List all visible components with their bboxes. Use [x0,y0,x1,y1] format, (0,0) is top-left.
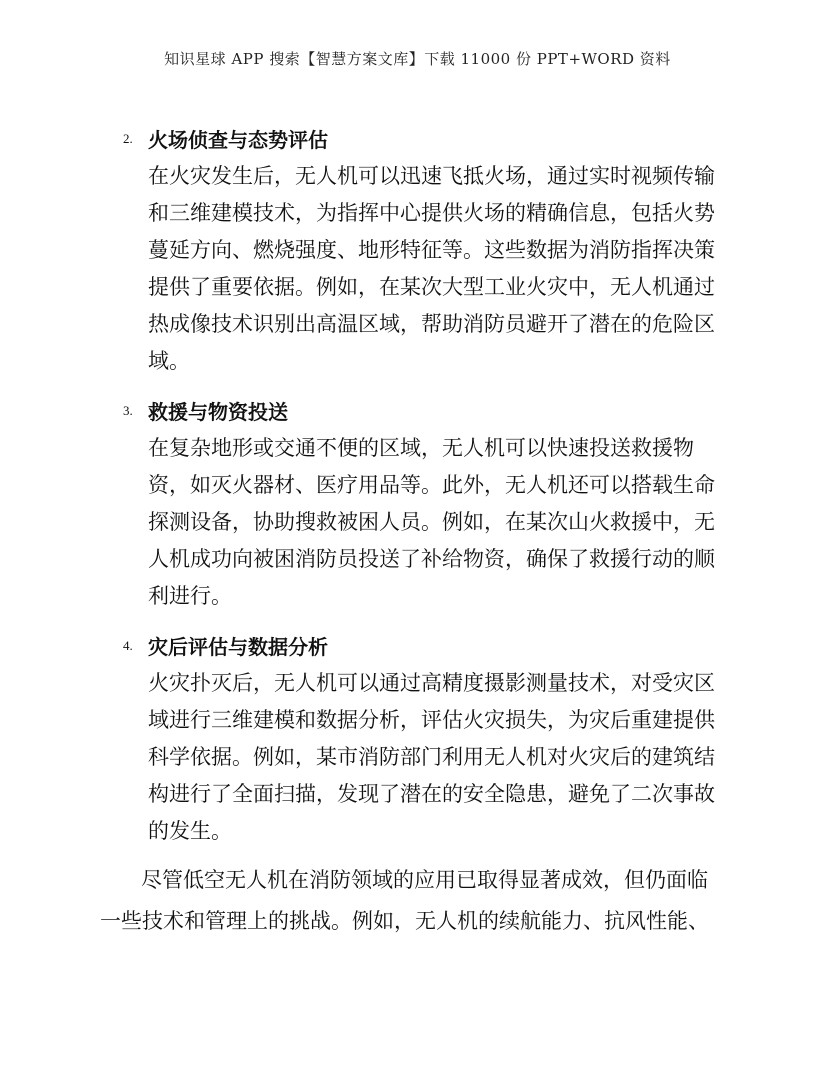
paragraph-line: 的发生。 [148,819,232,843]
paragraph-line: 热成像技术识别出高温区域，帮助消防员避开了潜在的危险区 [148,312,715,336]
paragraph-line: 域进行三维建模和数据分析，评估火灾损失，为灾后重建提供 [148,708,715,732]
section-number: 2. [123,131,133,146]
section-number: 4. [123,638,133,653]
section-title: 灾后评估与数据分析 [148,635,328,659]
section-title: 火场侦查与态势评估 [148,128,328,152]
paragraph-line: 和三维建模技术，为指挥中心提供火场的精确信息，包括火势 [148,201,715,225]
paragraph-line: 提供了重要依据。例如，在某次大型工业火灾中，无人机通过 [148,275,715,299]
page-header: 知识星球 APP 搜索【智慧方案文库】下载 11000 份 PPT+WORD 资料 [164,50,671,68]
paragraph-line: 火灾扑灭后，无人机可以通过高精度摄影测量技术，对受灾区 [148,671,715,695]
paragraph-line: 尽管低空无人机在消防领域的应用已取得显著成效，但仍面临 [141,868,708,892]
paragraph-line: 在复杂地形或交通不便的区域，无人机可以快速投送救援物 [148,436,694,460]
paragraph-line: 科学依据。例如，某市消防部门利用无人机对火灾后的建筑结 [148,745,715,769]
paragraph-line: 构进行了全面扫描，发现了潜在的安全隐患，避免了二次事故 [148,782,715,806]
paragraph-line: 利进行。 [148,584,232,608]
section-number: 3. [123,403,133,418]
paragraph-line: 资，如灭火器材、医疗用品等。此外，无人机还可以搭载生命 [148,473,715,497]
section-title: 救援与物资投送 [148,400,288,424]
paragraph-line: 人机成功向被困消防员投送了补给物资，确保了救援行动的顺 [148,547,715,571]
paragraph-line: 探测设备，协助搜救被困人员。例如，在某次山火救援中，无 [148,510,715,534]
paragraph-line: 域。 [148,349,190,373]
paragraph-line: 一些技术和管理上的挑战。例如，无人机的续航能力、抗风性能、 [100,909,709,933]
paragraph-line: 在火灾发生后，无人机可以迅速飞抵火场，通过实时视频传输 [148,164,715,188]
paragraph-line: 蔓延方向、燃烧强度、地形特征等。这些数据为消防指挥决策 [148,238,715,262]
